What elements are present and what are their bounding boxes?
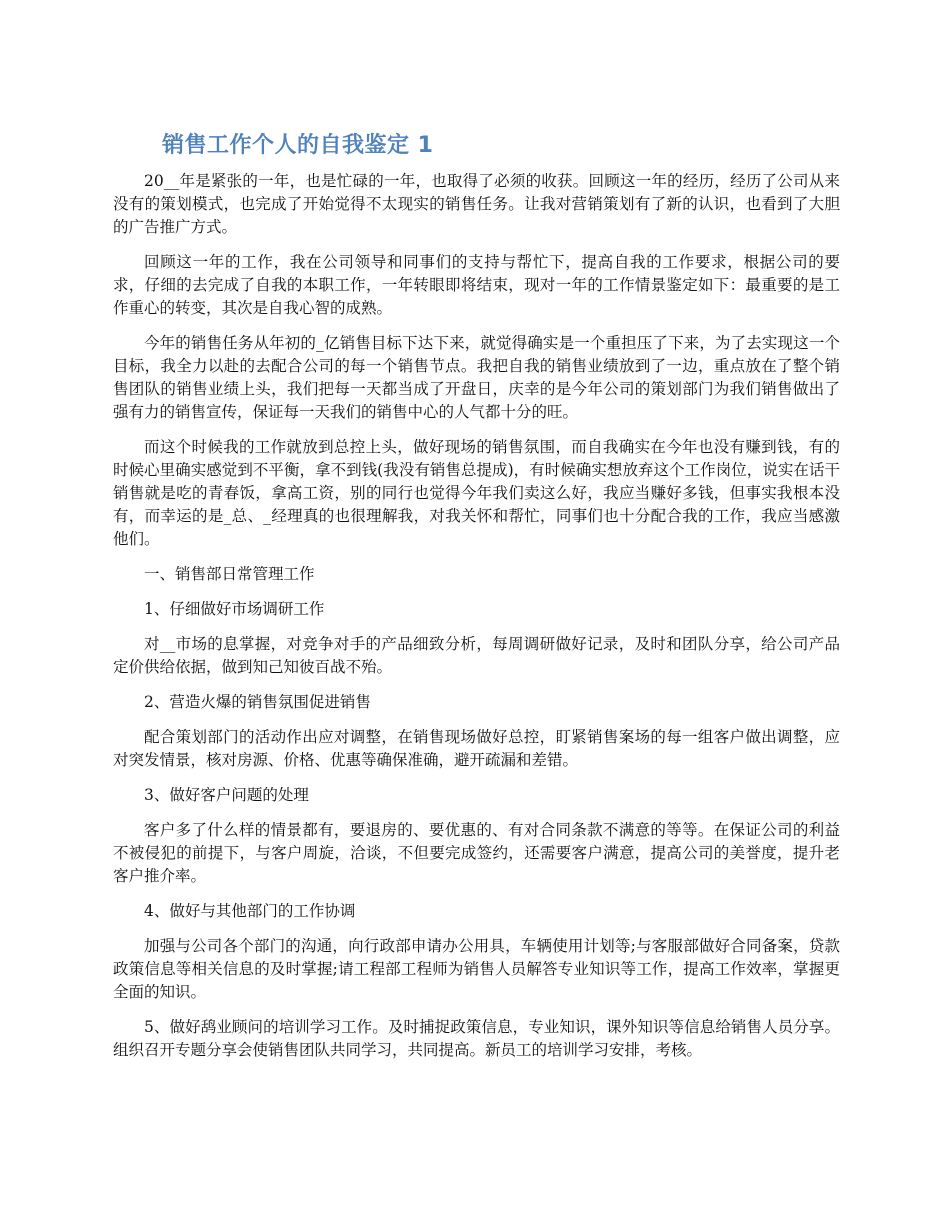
subsection-heading: 3、做好客户问题的处理 <box>144 786 309 804</box>
paragraph: 对__市场的息掌握，对竞争对手的产品细致分析，每周调研做好记录，及时和团队分享，给公司产品定价供给依据，做到知己知彼百战不殆。 <box>113 635 840 676</box>
section-heading: 一、销售部日常管理工作 <box>144 565 315 583</box>
subsection-heading: 1、仔细做好市场调研工作 <box>144 600 325 618</box>
paragraph: 加强与公司各个部门的沟通，向行政部申请办公用具，车辆使用计划等;与客服部做好合同备案，贷款政策信息等相关信息的及时掌握;请工程部工程师为销售人员解答专业知识等工作，提高工作效率，掌握更全面的知识。 <box>113 937 840 1001</box>
subsection-heading: 2、营造火爆的销售氛围促进销售 <box>144 693 371 711</box>
paragraph: 回顾这一年的工作，我在公司领导和同事们的支持与帮忙下，提高自我的工作要求，根据公司的要求，仔细的去完成了自我的本职工作，一年转眼即将结束，现对一年的工作情景鉴定如下：最重要的是工作重心的转变，其次是自我心智的成熟。 <box>113 253 840 317</box>
paragraph: 20__年是紧张的一年，也是忙碌的一年，也取得了必须的收获。回顾这一年的经历，经历了公司从来没有的策划模式，也完成了开始觉得不太现实的销售任务。让我对营销策划有了新的认识，也看到了大胆的广告推广方式。 <box>113 172 840 236</box>
document-body <box>113 170 840 1074</box>
paragraph: 今年的销售任务从年初的_亿销售目标下达下来，就觉得确实是一个重担压了下来，为了去实现这一个目标，我全力以赴的去配合公司的每一个销售节点。我把自我的销售业绩放到了一边，重点放在了整个销售团队的销售业绩上头，我们把每一天都当成了开盘日，庆幸的是今年公司的策划部门为我们销售做出了强有力的销售宣传，保证每一天我们的销售中心的人气都十分的旺。 <box>113 334 840 421</box>
document-title: 销售工作个人的自我鉴定 1 <box>162 133 434 158</box>
paragraph: 5、做好鸹业顾问的培训学习工作。及时捕捉政策信息，专业知识，课外知识等信息给销售人员分享。组织召开专题分享会使销售团队共同学习，共同提高。新员工的培训学习安排，考核。 <box>113 1018 840 1059</box>
paragraph: 而这个时候我的工作就放到总控上头，做好现场的销售氛围，而自我确实在今年也没有赚到钱，有的时候心里确实感觉到不平衡，拿不到钱(我没有销售总提成)，有时候确实想放弃这个工作岗位，说实在话干销售就是吃的青春饭，拿高工资，别的同行也觉得今年我们卖这么好，我应当赚好多钱，但事实我根本没有，而幸运的是_总、_经理真的也很理解我，对我关怀和帮忙，同事们也十分配合我的工作，我应当感激他们。 <box>113 438 840 548</box>
paragraph: 客户多了什么样的情景都有，要退房的、要优惠的、有对合同条款不满意的等等。在保证公司的利益不被侵犯的前提下，与客户周旋，洽谈，不但要完成签约，还需要客户满意，提高公司的美誉度，提升老客户推介率。 <box>113 821 840 885</box>
subsection-heading: 4、做好与其他部门的工作协调 <box>144 902 356 920</box>
paragraph: 配合策划部门的活动作出应对调整，在销售现场做好总控，盯紧销售案场的每一组客户做出调整，应对突发情景，核对房源、价格、优惠等确保准确，避开疏漏和差错。 <box>113 728 840 769</box>
